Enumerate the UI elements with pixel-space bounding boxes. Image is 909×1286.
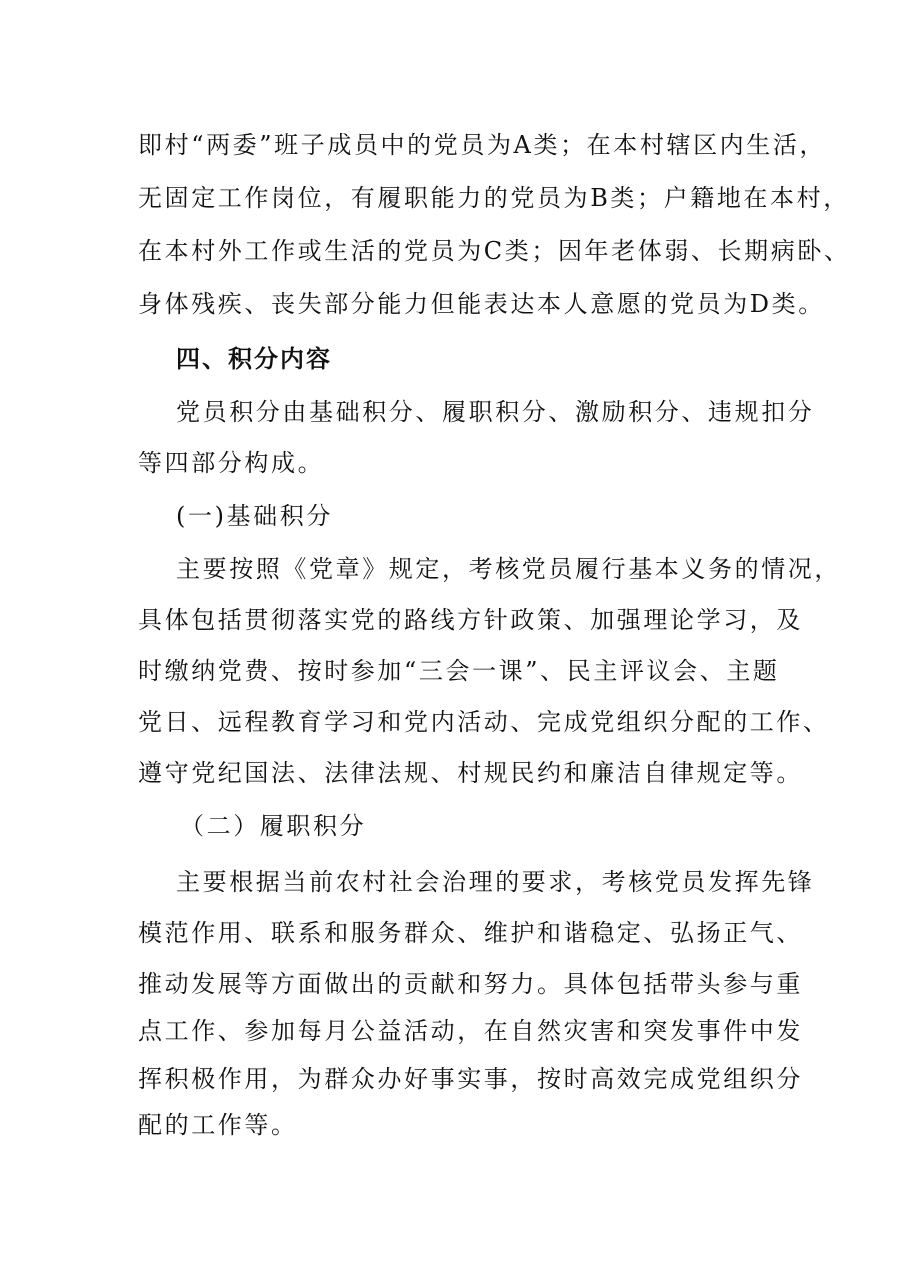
section-four-heading: 四、积分内容 (176, 345, 332, 373)
basic-points-line-5: 遵守党纪国法、法律法规、村规民约和廉洁自律规定等。 (138, 759, 803, 787)
duty-points-heading: （二）履职积分 (180, 812, 367, 840)
section-four-intro-line-2: 等四部分构成。 (138, 449, 325, 477)
classification-line-1: 即村“两委”班子成员中的党员为A类；在本村辖区内生活， (138, 131, 827, 159)
duty-points-line-2: 模范作用、联系和服务群众、维护和谐稳定、弘扬正气、 (138, 919, 803, 947)
section-four-intro-line-1: 党员积分由基础积分、履职积分、激励积分、违规扣分 (176, 398, 815, 426)
basic-points-line-3: 时缴纳党费、按时参加“三会一课”、民主评议会、主题 (138, 657, 780, 685)
classification-line-2: 无固定工作岗位，有履职能力的党员为B类；户籍地在本村， (138, 184, 850, 212)
basic-points-heading: (一)基础积分 (176, 502, 333, 530)
basic-points-line-1: 主要按照《党章》规定，考核党员履行基本义务的情况， (176, 555, 841, 583)
classification-line-3: 在本村外工作或生活的党员为C类；因年老体弱、长期病卧、 (138, 237, 851, 265)
duty-points-line-4: 点工作、参加每月公益活动，在自然灾害和突发事件中发 (138, 1017, 803, 1045)
basic-points-line-4: 党日、远程教育学习和党内活动、完成党组织分配的工作、 (138, 708, 830, 736)
basic-points-line-2: 具体包括贯彻落实党的路线方针政策、加强理论学习，及 (138, 606, 803, 634)
duty-points-line-5: 挥积极作用，为群众办好事实事，按时高效完成党组织分 (138, 1065, 803, 1093)
duty-points-line-3: 推动发展等方面做出的贡献和努力。具体包括带头参与重 (138, 970, 803, 998)
classification-line-4: 身体残疾、丧失部分能力但能表达本人意愿的党员为D类。 (138, 290, 825, 318)
duty-points-line-6: 配的工作等。 (138, 1111, 298, 1139)
duty-points-line-1: 主要根据当前农村社会治理的要求，考核党员发挥先锋 (176, 868, 815, 896)
